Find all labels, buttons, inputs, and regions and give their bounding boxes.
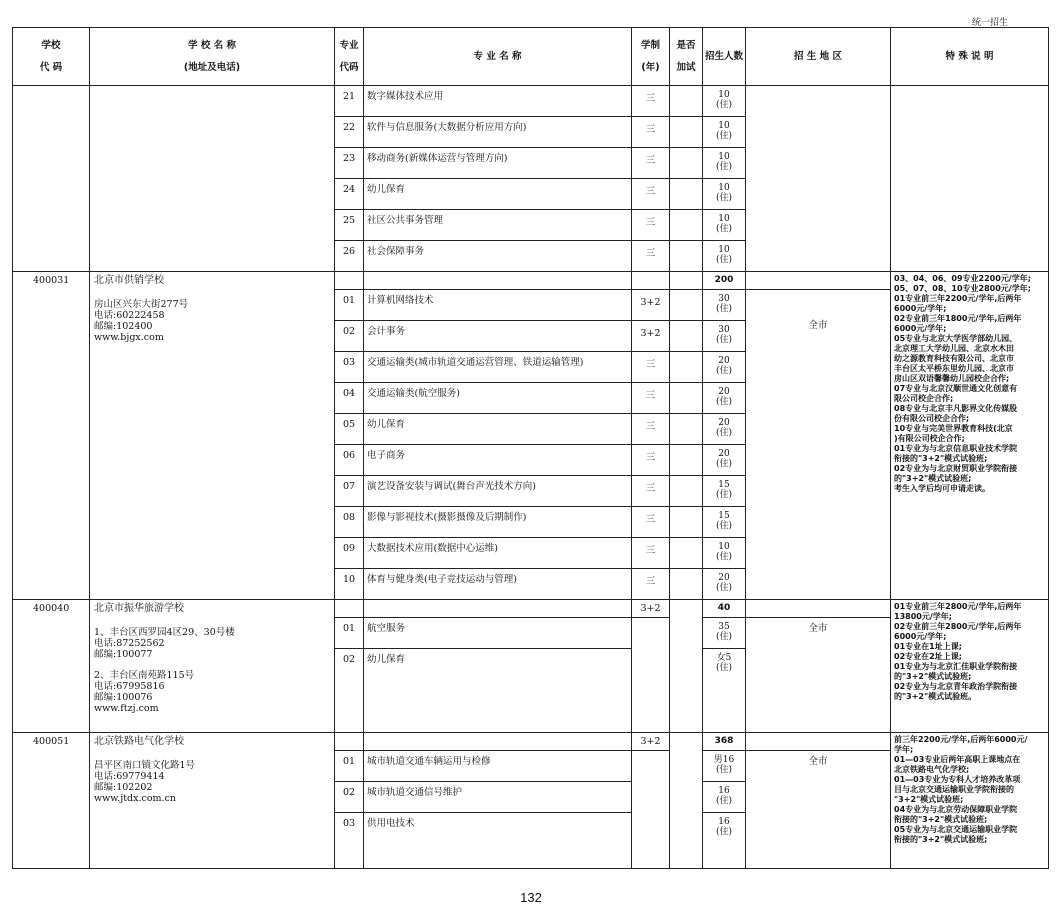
note-line: 13800元/学年; <box>894 612 952 621</box>
enroll-count: 10 (住) <box>703 538 746 569</box>
note-line: 01专业为与北京汇佳职业学院衔接 <box>894 662 1018 671</box>
major-years: 三 <box>632 569 670 600</box>
major-name: 航空服务 <box>364 618 632 649</box>
header-school-name: 学 校 名 称 (地址及电话) <box>90 28 335 86</box>
extra-test-cell <box>670 507 703 538</box>
major-years: 三 <box>632 210 670 241</box>
enroll-count: 35 (住) <box>703 618 746 649</box>
extra-test-cell <box>670 476 703 507</box>
page-number: 132 <box>520 890 542 905</box>
enroll-count: 10 (住) <box>703 148 746 179</box>
major-code <box>335 272 364 290</box>
enroll-count: 15 (住) <box>703 476 746 507</box>
major-code: 02 <box>335 649 364 733</box>
note-line: 07专业与北京汉顺世通文化创意有 <box>894 384 1018 393</box>
note-line: 北京铁路电气化学校; <box>894 765 970 774</box>
major-code: 25 <box>335 210 364 241</box>
major-name <box>364 600 632 618</box>
header-extra-test: 是否 加试 <box>670 28 703 86</box>
school-phone: 电话:87252562 <box>94 638 165 649</box>
major-name: 会计事务 <box>364 321 632 352</box>
school-total-row <box>13 600 1049 618</box>
school-address: 2、丰台区南苑路115号 <box>94 670 195 681</box>
school-phone: 电话:69779414 <box>94 771 165 782</box>
major-name: 电子商务 <box>364 445 632 476</box>
major-code: 02 <box>335 321 364 352</box>
school-website: www.ftzj.com <box>94 703 159 714</box>
major-code: 03 <box>335 813 364 869</box>
note-line: 05专业与北京大学医学部幼儿园、 <box>894 334 1018 343</box>
note-line: 01专业前三年2800元/学年,后两年 <box>894 602 1022 611</box>
note-line: 衔接的"3+2"模式试验班; <box>894 815 988 824</box>
major-code: 10 <box>335 569 364 600</box>
school-info <box>90 600 335 733</box>
major-name: 软件与信息服务(大数据分析应用方向) <box>364 117 632 148</box>
enroll-count: 女5 (住) <box>703 649 746 733</box>
school-postcode: 邮编:102400 <box>94 321 153 332</box>
major-years: 3+2 <box>632 600 670 618</box>
major-years: 三 <box>632 476 670 507</box>
school-code: 400040 <box>13 600 90 733</box>
major-code: 03 <box>335 352 364 383</box>
header-region: 招 生 地 区 <box>746 28 891 86</box>
note-line: 01—03专业后两年高职上课地点在 <box>894 755 1021 764</box>
extra-test-cell <box>670 179 703 210</box>
major-years: 三 <box>632 507 670 538</box>
major-years: 三 <box>632 383 670 414</box>
major-years: 三 <box>632 241 670 272</box>
enroll-total: 368 <box>703 733 746 751</box>
major-years: 三 <box>632 352 670 383</box>
note-line: 衔接的"3+2"模式试验班; <box>894 454 988 463</box>
region-cell: 全市 <box>746 618 891 733</box>
header-major-name: 专 业 名 称 <box>364 28 632 86</box>
notes-cell <box>891 86 1049 272</box>
extra-test-cell <box>670 352 703 383</box>
note-line: 目与北京交通运输职业学院衔接的 <box>894 785 1014 794</box>
major-years: 三 <box>632 117 670 148</box>
table-row <box>13 86 1049 117</box>
note-line: 02专业前三年1800元/学年,后两年 <box>894 314 1022 323</box>
major-years: 3+2 <box>632 733 670 751</box>
major-name: 移动商务(新媒体运营与管理方向) <box>364 148 632 179</box>
extra-test-cell <box>670 383 703 414</box>
note-line: 幼之源教育科技有限公司、北京市 <box>894 354 1014 363</box>
extra-test-cell <box>670 86 703 117</box>
enrollment-table <box>12 27 1049 869</box>
major-name: 数字媒体技术应用 <box>364 86 632 117</box>
enroll-total: 40 <box>703 600 746 618</box>
major-code: 01 <box>335 618 364 649</box>
enroll-count: 30 (住) <box>703 290 746 321</box>
note-line: 前三年2200元/学年,后两年6000元/ <box>894 735 1028 744</box>
major-code: 21 <box>335 86 364 117</box>
enroll-count: 20 (住) <box>703 445 746 476</box>
extra-test-cell <box>670 117 703 148</box>
region-cell <box>746 86 891 272</box>
major-name: 城市轨道交通信号维护 <box>364 782 632 813</box>
note-line: 02专业前三年2800元/学年,后两年 <box>894 622 1022 631</box>
major-code: 24 <box>335 179 364 210</box>
header-enroll-count: 招生人数 <box>703 28 746 86</box>
school-address: 昌平区南口镇文化路1号 <box>94 760 196 771</box>
major-years: 3+2 <box>632 321 670 352</box>
enroll-count: 10 (住) <box>703 210 746 241</box>
note-line: 01专业为与北京信息职业技术学院 <box>894 444 1018 453</box>
major-name: 交通运输类(航空服务) <box>364 383 632 414</box>
school-name: 北京铁路电气化学校 <box>94 736 184 747</box>
school-name-cell <box>90 86 335 272</box>
major-code: 26 <box>335 241 364 272</box>
enroll-count: 20 (住) <box>703 352 746 383</box>
enroll-count: 男16 (住) <box>703 751 746 782</box>
extra-test-cell <box>670 600 703 733</box>
note-line: 05专业为与北京交通运输职业学院 <box>894 825 1018 834</box>
major-code <box>335 733 364 751</box>
note-line: 6000元/学年; <box>894 304 947 313</box>
major-code: 07 <box>335 476 364 507</box>
extra-test-cell <box>670 148 703 179</box>
school-postcode: 邮编:102202 <box>94 782 153 793</box>
school-address: 1、丰台区西罗园4区29、30号楼 <box>94 627 235 638</box>
extra-test-cell <box>670 272 703 290</box>
note-line: 10专业与完美世界教育科技(北京 <box>894 424 1013 433</box>
extra-test-cell <box>670 321 703 352</box>
note-line: 01专业前三年2200元/学年,后两年 <box>894 294 1022 303</box>
region-cell: 全市 <box>746 751 891 869</box>
note-line: )有限公司校企合作; <box>894 434 965 443</box>
note-line: "3+2"模式试验班; <box>894 795 964 804</box>
school-info <box>90 272 335 600</box>
major-code: 01 <box>335 290 364 321</box>
note-line: 的"3+2"模式试验班。 <box>894 692 977 701</box>
school-total-row <box>13 733 1049 751</box>
header-school-code: 学校 代 码 <box>13 28 90 86</box>
school-code-cell <box>13 86 90 272</box>
region-empty <box>746 272 891 290</box>
enroll-count: 10 (住) <box>703 179 746 210</box>
note-line: 房山区双语馨馨幼儿园校企合作; <box>894 374 1010 383</box>
enroll-count: 10 (住) <box>703 86 746 117</box>
note-line: 02专业在2址上课; <box>894 652 962 661</box>
school-website: www.jtdx.com.cn <box>94 793 177 804</box>
major-name: 城市轨道交通车辆运用与检修 <box>364 751 632 782</box>
enroll-count: 20 (住) <box>703 383 746 414</box>
school-name: 北京市供销学校 <box>94 275 164 286</box>
major-code: 06 <box>335 445 364 476</box>
major-name: 幼儿保育 <box>364 414 632 445</box>
enroll-count: 10 (住) <box>703 117 746 148</box>
note-line: 04专业为与北京劳动保障职业学院 <box>894 805 1018 814</box>
major-code: 02 <box>335 782 364 813</box>
major-name <box>364 272 632 290</box>
major-code: 04 <box>335 383 364 414</box>
major-code: 23 <box>335 148 364 179</box>
major-years: 三 <box>632 179 670 210</box>
notes-cell <box>891 733 1049 869</box>
school-address: 房山区兴东大街277号 <box>94 299 189 310</box>
major-name: 影像与影视技术(摄影摄像及后期制作) <box>364 507 632 538</box>
note-line: 的"3+2"模式试验班; <box>894 672 972 681</box>
major-name: 体育与健身类(电子竞技运动与管理) <box>364 569 632 600</box>
enroll-count: 20 (住) <box>703 414 746 445</box>
major-name: 计算机网络技术 <box>364 290 632 321</box>
note-line: 限公司校企合作; <box>894 394 954 403</box>
enroll-count: 15 (住) <box>703 507 746 538</box>
note-line: 的"3+2"模式试验班; <box>894 474 972 483</box>
note-line: 考生入学后均可申请走读。 <box>894 484 990 493</box>
note-line: 08专业与北京丰凡影界文化传媒股 <box>894 404 1018 413</box>
note-line: 01专业在1址上课; <box>894 642 962 651</box>
header-years: 学制 (年) <box>632 28 670 86</box>
major-years <box>632 751 670 869</box>
note-line: 6000元/学年; <box>894 632 947 641</box>
school-website: www.bjgx.com <box>94 332 164 343</box>
enroll-count: 16 (住) <box>703 813 746 869</box>
header-notes: 特 殊 说 明 <box>891 28 1049 86</box>
notes-cell <box>891 600 1049 733</box>
note-line: 北京理工大学幼儿园、北京水木田 <box>894 344 1014 353</box>
extra-test-cell <box>670 445 703 476</box>
enroll-total: 200 <box>703 272 746 290</box>
extra-test-cell <box>670 290 703 321</box>
major-code <box>335 600 364 618</box>
extra-test-cell <box>670 569 703 600</box>
extra-test-cell <box>670 241 703 272</box>
enroll-count: 16 (住) <box>703 782 746 813</box>
note-line: 05、07、08、10专业2800元/学年; <box>894 284 1031 293</box>
note-line: 6000元/学年; <box>894 324 947 333</box>
school-postcode: 邮编:100076 <box>94 692 153 703</box>
major-name: 社会保障事务 <box>364 241 632 272</box>
note-line: 02专业为与北京财贸职业学院衔接 <box>894 464 1018 473</box>
major-years <box>632 272 670 290</box>
extra-test-cell <box>670 538 703 569</box>
major-code: 09 <box>335 538 364 569</box>
region-empty <box>746 733 891 751</box>
school-info <box>90 733 335 869</box>
school-code: 400031 <box>13 272 90 600</box>
school-code: 400051 <box>13 733 90 869</box>
note-line: 丰台区太平桥东里幼儿园、北京市 <box>894 364 1014 373</box>
major-name <box>364 733 632 751</box>
major-years: 三 <box>632 538 670 569</box>
extra-test-cell <box>670 210 703 241</box>
major-name: 供用电技术 <box>364 813 632 869</box>
header-row <box>13 28 1049 86</box>
notes-cell <box>891 272 1049 600</box>
major-years: 3+2 <box>632 290 670 321</box>
major-name: 大数据技术应用(数据中心运维) <box>364 538 632 569</box>
note-line: 02专业为与北京青年政治学院衔接 <box>894 682 1018 691</box>
school-postcode: 邮编:100077 <box>94 649 153 660</box>
major-code: 05 <box>335 414 364 445</box>
note-line: 份有限公司校企合作; <box>894 414 970 423</box>
note-line: 学年; <box>894 745 914 754</box>
major-name: 幼儿保育 <box>364 649 632 733</box>
major-name: 幼儿保育 <box>364 179 632 210</box>
major-code: 22 <box>335 117 364 148</box>
note-line: 01—03专业为专科人才培养改革项 <box>894 775 1021 784</box>
major-name: 社区公共事务管理 <box>364 210 632 241</box>
school-phone: 电话:67995816 <box>94 681 165 692</box>
header-major-code: 专业 代码 <box>335 28 364 86</box>
corner-label: 统一招生 <box>972 18 1009 28</box>
region-cell: 全市 <box>746 290 891 600</box>
major-years <box>632 618 670 733</box>
enroll-count: 30 (住) <box>703 321 746 352</box>
major-code: 08 <box>335 507 364 538</box>
note-line: 03、04、06、09专业2200元/学年; <box>894 274 1031 283</box>
school-phone: 电话:60222458 <box>94 310 165 321</box>
enroll-count: 10 (住) <box>703 241 746 272</box>
note-line: 衔接的"3+2"模式试验班; <box>894 835 988 844</box>
major-years: 三 <box>632 445 670 476</box>
region-empty <box>746 600 891 618</box>
major-name: 交通运输类(城市轨道交通运营管理、铁道运输管理) <box>364 352 632 383</box>
extra-test-cell <box>670 414 703 445</box>
school-total-row <box>13 272 1049 290</box>
major-code: 01 <box>335 751 364 782</box>
major-years: 三 <box>632 148 670 179</box>
enroll-count: 20 (住) <box>703 569 746 600</box>
extra-test-cell <box>670 733 703 869</box>
major-years: 三 <box>632 414 670 445</box>
major-years: 三 <box>632 86 670 117</box>
school-name: 北京市振华旅游学校 <box>94 603 184 614</box>
major-name: 演艺设备安装与调试(舞台声光技术方向) <box>364 476 632 507</box>
